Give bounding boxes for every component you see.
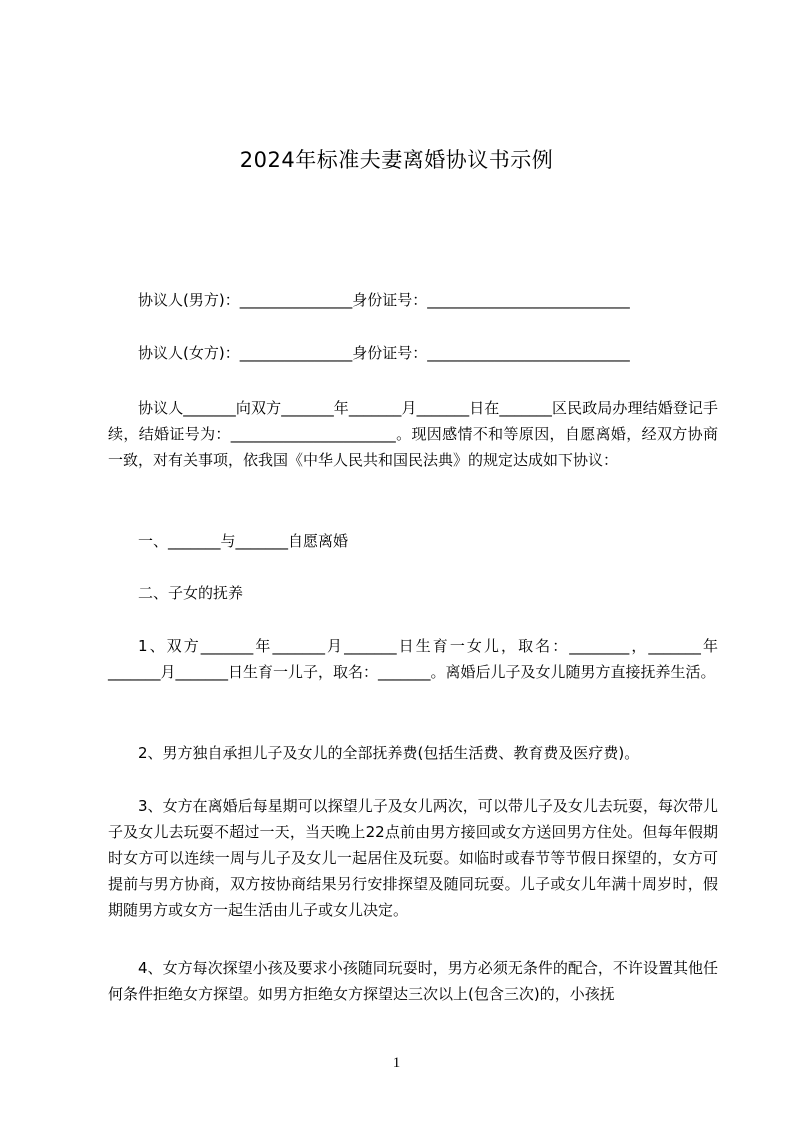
section-one-heading: 一、_______与_______自愿离婚 [138,532,349,550]
party-male-line: 协议人(男方)：_______________身份证号：___________________________ [138,291,630,309]
party-female-line: 协议人(女方)：_______________身份证号：___________________________ [138,344,630,362]
section-two-heading: 二、子女的抚养 [138,584,244,602]
clause-2-paragraph: 2、男方独自承担儿子及女儿的全部抚养费(包括生活费、教育费及医疗费)。 [138,744,640,762]
clause-1-paragraph: 1、双方_______年_______月_______日生育一女儿，取名：________，_______年_______月_______日生育一儿子，取名：_______。离婚后儿子及女儿随男方直接抚养生活。 [108,637,718,681]
clause-3-paragraph: 3、女方在离婚后每星期可以探望儿子及女儿两次，可以带儿子及女儿去玩耍，每次带儿子及女儿去玩耍不超过一天，当天晚上22点前由男方接回或女方送回男方住处。但每年假期时女方可以连续一周与儿子及女儿一起居住及玩耍。如临时或春节等节假日探望的，女方可提前与男方协商，双方按协商结果另行安排探望及随同玩耍。儿子或女儿年满十周岁时，假期随男方或女方一起生活由儿子或女儿决定。 [108,797,718,919]
clause-4-paragraph: 4、女方每次探望小孩及要求小孩随同玩耍时，男方必须无条件的配合，不许设置其他任何条件拒绝女方探望。如男方拒绝女方探望达三次以上(包含三次)的，小孩抚 [108,959,718,1003]
page-number: 1 [392,1055,401,1071]
page-title: 2024年标准夫妻离婚协议书示例 [239,148,554,172]
intro-paragraph: 协议人_______向双方_______年_______月_______日在_______区民政局办理结婚登记手续，结婚证号为：______________________。现因感情不和等原因，自愿离婚，经双方协商一致，对有关事项，依我国《中华人民共和国民法典》的规定达成如下协议： [108,399,718,469]
